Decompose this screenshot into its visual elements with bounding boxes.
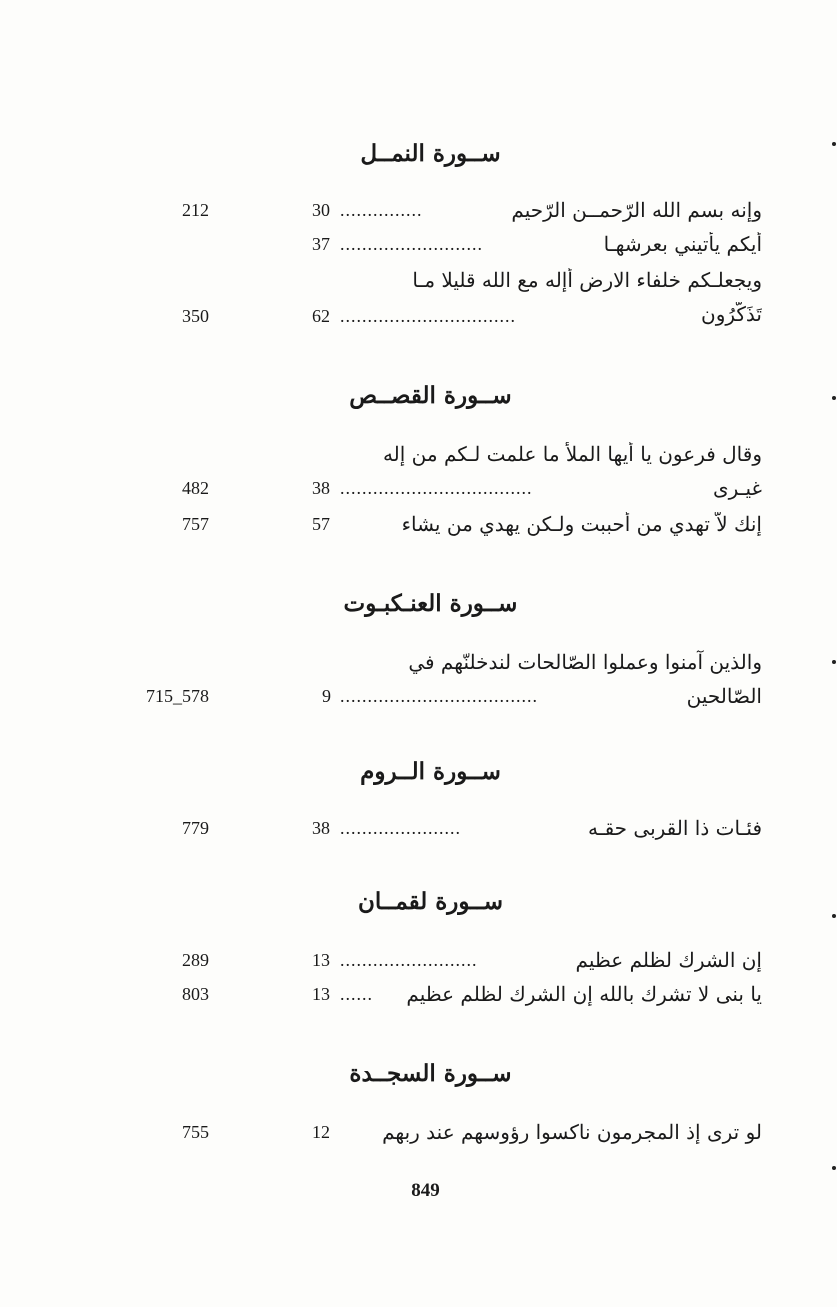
dot-leader: .................................... (340, 686, 538, 706)
dot-leader: ................................ (340, 306, 516, 326)
page-ref: 757 (182, 514, 209, 534)
ayah-number: 62 (312, 306, 330, 326)
verse-text: يا بنى لا تشرك بالله إن الشرك لظلم عظيم (406, 982, 762, 1006)
ayah-number: 57 (312, 514, 330, 534)
ayah-number: 9 (322, 686, 331, 706)
surah-title-naml: ســورة النمــل (360, 140, 501, 167)
ayah-number: 38 (312, 478, 330, 498)
surah-title-ankabut: ســورة العنـكبـوت (343, 590, 518, 617)
dot-leader: ...................... (340, 818, 461, 838)
verse-text: الصّالحين (686, 684, 762, 708)
scan-edge-mark (832, 660, 836, 664)
verse-text: إن الشرك لظلم عظيم (575, 948, 762, 972)
page-number: 849 (411, 1180, 440, 1201)
verse-text: والذين آمنوا وعملوا الصّالحات لندخلنّهم في (408, 650, 762, 674)
verse-text: وقال فرعون يا أيها الملأ ما علمت لـكم من إله (382, 442, 762, 466)
page-ref: 212 (182, 200, 209, 220)
ayah-number: 30 (312, 200, 330, 220)
surah-title-qasas: ســورة القصــص (349, 382, 512, 409)
page-ref: 755 (182, 1122, 209, 1142)
dot-leader: ......................... (340, 950, 478, 970)
surah-title-rum: ســورة الــروم (360, 758, 501, 785)
verse-text: أيكم يأتيني بعرشهـا (603, 232, 762, 256)
verse-text: غيـرى (712, 476, 762, 500)
verse-text: ويجعلـكم خلفاء الارض أإله مع الله قليلا مـا (412, 268, 762, 292)
dot-leader: ............... (340, 200, 423, 220)
ayah-number: 13 (312, 984, 330, 1004)
ayah-number: 38 (312, 818, 330, 838)
verse-text: تَذَكَّرُون (701, 302, 762, 326)
page-ref: 803 (182, 984, 209, 1004)
dot-leader: .......................... (340, 234, 483, 254)
page-ref: 779 (182, 818, 209, 838)
ayah-number: 13 (312, 950, 330, 970)
page-ref: 289 (182, 950, 209, 970)
verse-text: فئـات ذا القربى حقـه (587, 816, 762, 840)
page-ref: 350 (182, 306, 209, 326)
ayah-number: 12 (312, 1122, 330, 1142)
dot-leader: ................................... (340, 478, 533, 498)
scan-edge-mark (832, 914, 836, 918)
surah-title-sajda: ســورة السجــدة (349, 1060, 512, 1087)
verse-text: إنك لاّ تهدي من أحببت ولـكن يهدي من يشاء (401, 512, 762, 536)
scan-edge-mark (832, 142, 836, 146)
surah-title-luqman: ســورة لقمــان (357, 888, 504, 915)
scan-edge-mark (832, 396, 836, 400)
page-ref: 715_578 (146, 686, 209, 706)
dot-leader: ...... (340, 984, 373, 1004)
page-ref: 482 (182, 478, 209, 498)
scan-edge-mark (832, 1166, 836, 1170)
verse-text: لو ترى إذ المجرمون ناكسوا رؤوسهم عند ربهم (382, 1120, 762, 1144)
ayah-number: 37 (312, 234, 330, 254)
verse-text: وإنه بسم الله الرّحمــن الرّحيم (511, 198, 762, 222)
